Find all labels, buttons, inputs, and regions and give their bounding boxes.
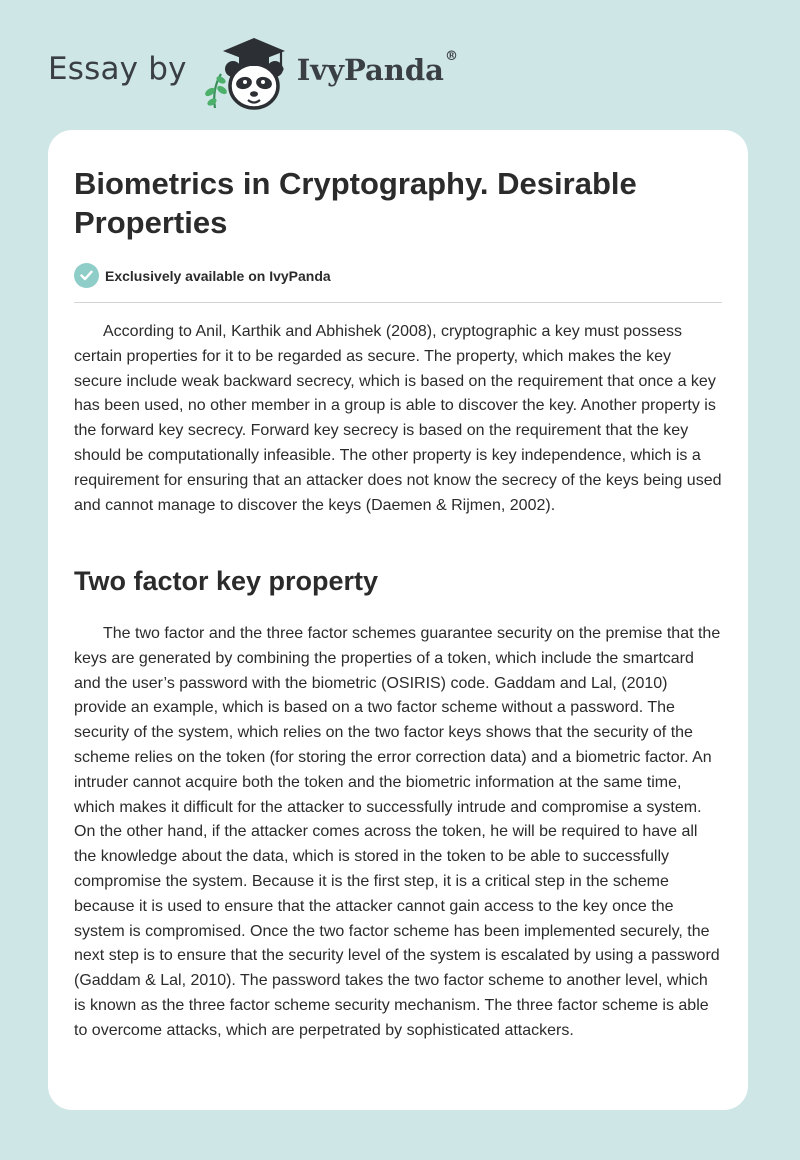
site-header — [48, 34, 458, 114]
essay-title: Biometrics in Cryptography. Desirable Properties — [74, 166, 637, 240]
ivypanda-logo[interactable] — [201, 34, 458, 114]
registered-mark: ® — [444, 49, 458, 64]
paragraph-intro: According to Anil, Karthik and Abhishek (2008), cryptographic a key must possess certain properties for it to be regarded as secure. The property, which makes the key secure include weak backward secrecy, which is based on the requirement that once a key has been used, no other member in a group is able to discover the key. Another property is the forward key secrecy. Forward key secrecy is based on the requirement that the key should be computationally infeasible. The other property is key independence, which is a requirement for ensuring that an attacker does not know the secrecy of the keys being used and cannot manage to discover the keys (Daemen & Rijmen, 2002). — [74, 323, 722, 514]
brand-name: IvyPanda® — [296, 49, 458, 87]
essay-card — [48, 130, 748, 1110]
exclusive-badge — [74, 263, 331, 288]
divider — [74, 302, 722, 303]
panda-graduate-icon — [201, 34, 293, 114]
badge-text: Exclusively available on IvyPanda — [105, 267, 331, 284]
section-heading: Two factor key property — [74, 566, 379, 596]
paragraph-two-factor: The two factor and the three factor schemes guarantee security on the premise that the keys are generated by combining the properties of a token, which include the smartcard and the user’s password with the biometric (OSIRIS) code. Gaddam and Lal, (2010) provide an example, which is based on a two factor scheme without a password. The security of the system, which relies on the two factor keys shows that the security of the scheme relies on the token (for storing the error correction data) and a biometric factor. An intruder cannot acquire both the token and the biometric information at the same time, which makes it difficult for the attacker to successfully intrude and compromise a system. On the other hand, if the attacker comes across the token, he will be required to have all the knowledge about the data, which is stored in the token to be able to successfully compromise the system. Because it is the first step, it is a critical step in the scheme because it is used to ensure that the attacker cannot gain access to the key once the system is compromised. Once the two factor scheme has been implemented securely, the next step is to ensure that the security level of the system is escalated by using a password (Gaddam & Lal, 2010). The password takes the two factor scheme to another level, which is known as the three factor scheme security mechanism. The three factor scheme is able to overcome attacks, which are perpetrated by sophisticated attackers. — [74, 625, 721, 1039]
check-icon — [74, 263, 99, 288]
essay-by-label: Essay by — [48, 51, 187, 87]
